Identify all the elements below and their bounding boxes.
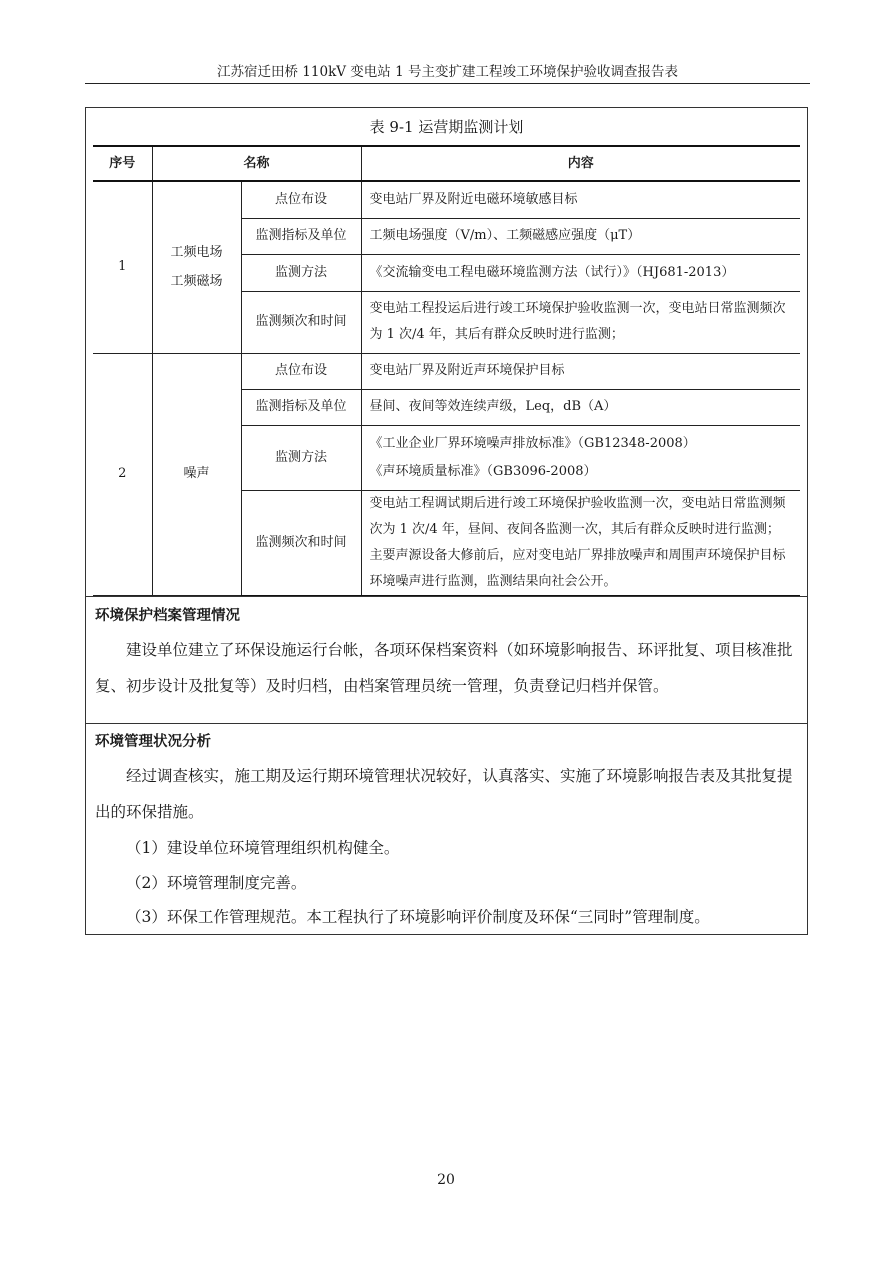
item-content: 变电站厂界及附近声环境保护目标	[361, 353, 800, 389]
standard-reference: 《工业企业厂界环境噪声排放标准》（GB12348-2008）	[369, 435, 696, 451]
content-frame	[85, 107, 808, 935]
item-content	[361, 425, 800, 490]
group-number: 2	[93, 353, 152, 596]
col-header-no: 序号	[93, 146, 152, 181]
item-content: 昼间、夜间等效连续声级，Leq，dB（A）	[361, 389, 800, 425]
item-label: 监测方法	[241, 254, 361, 291]
col-header-name: 名称	[152, 146, 361, 181]
section-divider	[86, 596, 807, 597]
group-name-line: 工频电场	[170, 245, 223, 261]
analysis-list-item: （3）环保工作管理规范。本工程执行了环境影响评价制度及环保“三同时”管理制度。	[126, 908, 710, 926]
col-header-content: 内容	[361, 146, 800, 181]
item-label: 点位布设	[241, 353, 361, 389]
analysis-section-title: 环境管理状况分析	[95, 734, 211, 750]
group-name: 噪声	[152, 353, 241, 596]
group-name	[152, 181, 241, 353]
item-label: 监测频次和时间	[241, 490, 361, 596]
running-header: 江苏宿迁田桥 110kV 变电站 1 号主变扩建工程竣工环境保护验收调查报告表	[217, 64, 678, 80]
item-label: 监测频次和时间	[241, 291, 361, 353]
analysis-paragraph: 经过调查核实，施工期及运行期环境管理状况较好，认真落实、实施了环境影响报告表及其批复提出的环保措施。	[95, 767, 793, 821]
page-number: 20	[437, 1172, 455, 1188]
item-content: 变电站厂界及附近电磁环境敏感目标	[361, 181, 800, 218]
item-label: 监测方法	[241, 425, 361, 490]
item-content: 变电站工程调试期后进行竣工环境保护验收监测一次，变电站日常监测频次为 1 次/4 年，昼间、夜间各监测一次，其后有群众反映时进行监测；主要声源设备大修前后，应对变电站厂界排放噪声和周围声环境保护目标环境噪声进行监测，监测结果向社会公开。	[361, 490, 800, 596]
item-content: 《交流输变电工程电磁环境监测方法（试行）》（HJ681-2013）	[361, 254, 800, 291]
group-name-line: 工频磁场	[170, 274, 223, 290]
table-row	[93, 181, 800, 218]
group-number: 1	[93, 181, 152, 353]
analysis-list-item: （1）建设单位环境管理组织机构健全。	[126, 839, 400, 857]
monitoring-plan-table	[93, 145, 800, 597]
item-label: 监测指标及单位	[241, 389, 361, 425]
table-row	[93, 353, 800, 389]
item-label: 监测指标及单位	[241, 218, 361, 254]
header-rule	[85, 83, 810, 84]
section-divider	[86, 723, 807, 724]
archive-paragraph: 建设单位建立了环保设施运行台帐，各项环保档案资料（如环境影响报告、环评批复、项目核准批复、初步设计及批复等）及时归档，由档案管理员统一管理，负责登记归档并保管。	[95, 641, 793, 695]
archive-section-title: 环境保护档案管理情况	[95, 608, 240, 624]
item-label: 点位布设	[241, 181, 361, 218]
item-content: 变电站工程投运后进行竣工环境保护验收监测一次，变电站日常监测频次为 1 次/4 年，其后有群众反映时进行监测；	[361, 291, 800, 353]
analysis-list-item: （2）环境管理制度完善。	[126, 874, 307, 892]
item-content: 工频电场强度（V/m）、工频磁感应强度（μT）	[361, 218, 800, 254]
table-header-row	[93, 146, 800, 181]
standard-reference: 《声环境质量标准》（GB3096-2008）	[369, 463, 597, 479]
table-caption: 表 9-1 运营期监测计划	[369, 118, 524, 136]
